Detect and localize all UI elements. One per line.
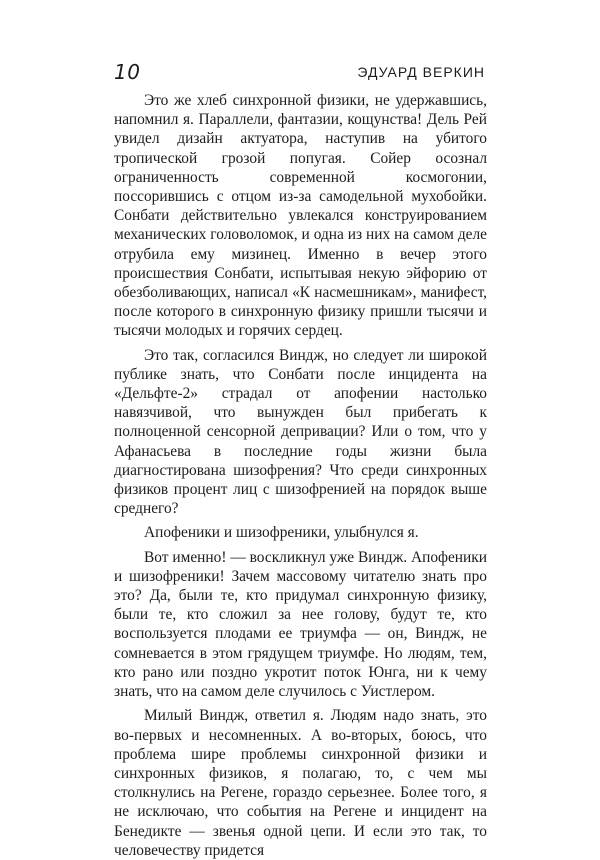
paragraph-5: Милый Виндж, ответил я. Людям надо знать, это во-первых и несомненных. А во-вторых, боюсь, что проблема шире проблемы синхронной физики и синхронных физиков, я полагаю, то, с чем мы столкнулись на Регене, гораздо серьезнее. Более того, я не исключаю, что события на Регене и инцидент на Бенедикте — звенья одной цепи. И если это так, то человечеству придется (114, 707, 487, 859)
paragraph-4: Вот именно! — воскликнул уже Виндж. Апофеники и шизофреники! Зачем массовому читателю знать про это? Да, были те, кто придумал синхронную физику, были те, кто сложил за нее голову, будут те, кто воспользуется плодами ее триумфа — он, Виндж, не сомневается в этом грядущем триумфе. Но людям, тем, кто рано или поздно укротит поток Юнга, ни к чему знать, что на самом деле случилось с Уистлером. (114, 548, 487, 701)
paragraph-1: Это же хлеб синхронной физики, не удержавшись, напомнил я. Параллели, фантазии, кощунства! Дель Рей увидел дизайн актуатора, наступив на убитого тропической грозой попугая. Сойер осознал ограниченность современной космогонии, поссорившись с отцом из-за самодельной мухобойки. Сонбати действительно увлекался конструированием механических головоломок, и одна из них на самом деле отрубила ему мизинец. Именно в вечер этого происшествия Сонбати, испытывая некую эйфорию от обезболивающих, написал «К насмешникам», манифест, после которого в синхронную физику пришли тысячи и тысячи молодых и горячих сердец. (114, 92, 487, 340)
paragraph-3: Апофеники и шизофреники, улыбнулся я. (144, 524, 419, 542)
body-text (114, 91, 487, 860)
page-number: 10 (114, 60, 141, 84)
running-header-author: ЭДУАРД ВЕРКИН (357, 64, 485, 80)
paragraph-2: Это так, согласился Виндж, но следует ли широкой публике знать, что Сонбати после инцидента на «Дельфте-2» страдал от апофении настолько навязчивой, что вынужден был прибегать к полноценной сенсорной депривации? Или о том, что у Афанасьева в последние годы жизни была диагностирована шизофрения? Что среди синхронных физиков процент лиц с шизофренией на порядок выше среднего? (114, 346, 487, 518)
